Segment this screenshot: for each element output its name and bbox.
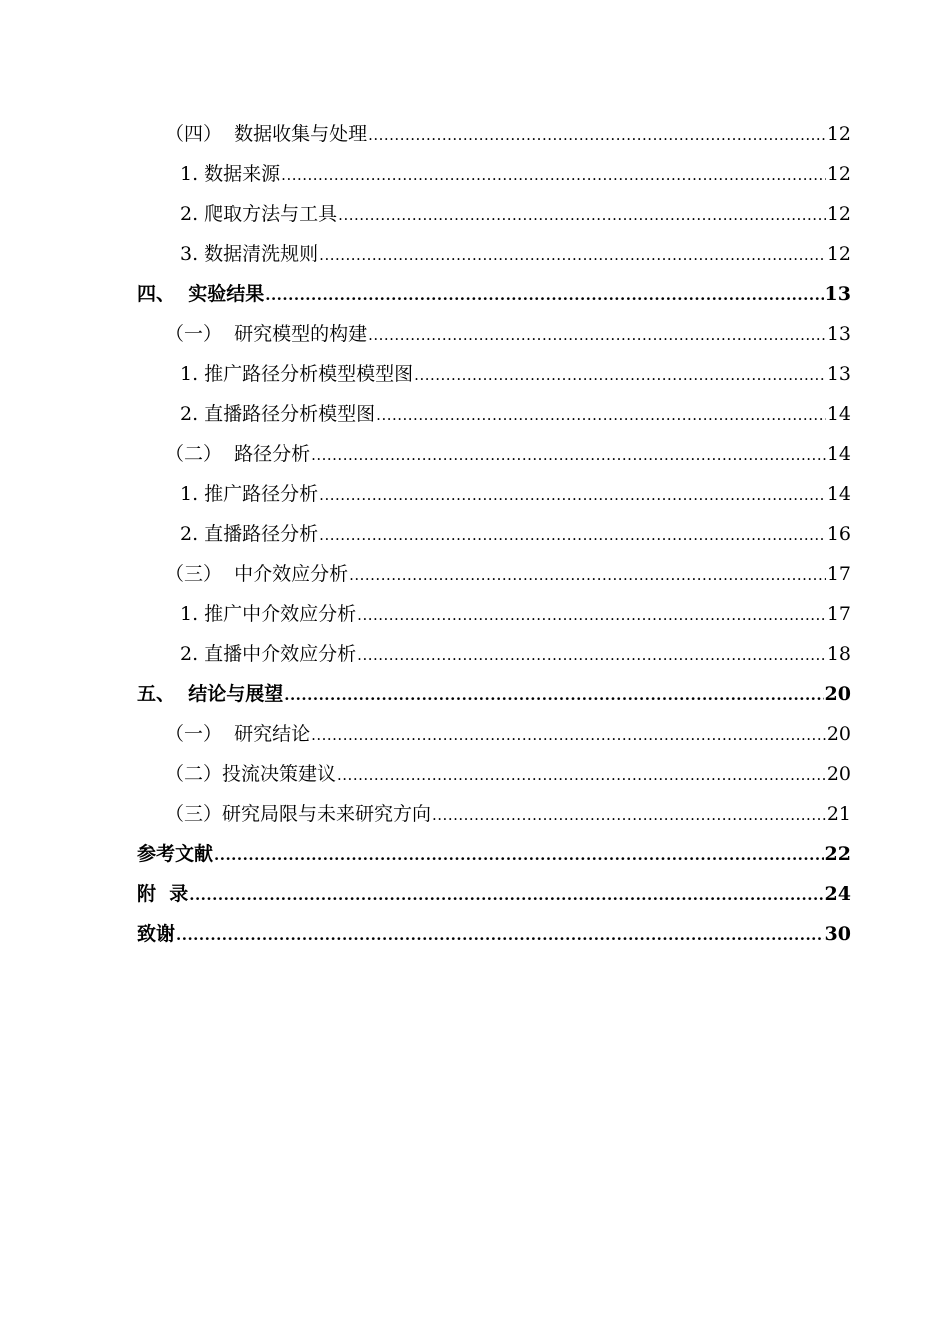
toc-entry-label: 致谢 bbox=[137, 923, 176, 945]
toc-entry[interactable] bbox=[137, 714, 851, 754]
toc-leader-dots bbox=[176, 915, 824, 955]
toc-leader-dots bbox=[357, 595, 826, 635]
toc-entry[interactable] bbox=[137, 434, 851, 474]
toc-leader-dots bbox=[319, 235, 826, 275]
toc-entry-label: （二）投流决策建议 bbox=[165, 763, 337, 785]
toc-leader-dots bbox=[414, 355, 826, 395]
toc-page-number: 14 bbox=[826, 443, 851, 465]
toc-page-number: 14 bbox=[826, 403, 851, 425]
toc-page-number: 21 bbox=[826, 803, 851, 825]
toc-page-number: 12 bbox=[826, 163, 851, 185]
toc-leader-dots bbox=[281, 155, 826, 195]
toc-entry[interactable] bbox=[137, 474, 851, 514]
toc-entry-label: 1. 推广路径分析 bbox=[180, 483, 319, 505]
toc-entry-label: 2. 直播路径分析 bbox=[180, 523, 319, 545]
toc-entry-chapter[interactable] bbox=[137, 874, 851, 914]
toc-page-number: 14 bbox=[826, 483, 851, 505]
toc-leader-dots bbox=[214, 835, 824, 875]
toc-page-number: 16 bbox=[826, 523, 851, 545]
toc-page-number: 12 bbox=[826, 243, 851, 265]
toc-entry-label: （二） 路径分析 bbox=[165, 443, 311, 465]
toc-entry-label: 四、 实验结果 bbox=[137, 283, 265, 305]
toc-leader-dots bbox=[284, 675, 823, 715]
toc-page-number: 20 bbox=[826, 723, 851, 745]
toc-leader-dots bbox=[376, 395, 826, 435]
toc-entry-label: 附 录 bbox=[137, 883, 189, 905]
table-of-contents bbox=[137, 114, 851, 954]
toc-entry-label: 2. 爬取方法与工具 bbox=[180, 203, 338, 225]
toc-entry-label: （一） 研究模型的构建 bbox=[165, 323, 368, 345]
toc-entry-label: 五、 结论与展望 bbox=[137, 683, 284, 705]
toc-page-number: 17 bbox=[826, 563, 851, 585]
toc-leader-dots bbox=[265, 275, 823, 315]
toc-leader-dots bbox=[319, 515, 826, 555]
toc-leader-dots bbox=[338, 195, 826, 235]
toc-leader-dots bbox=[349, 555, 826, 595]
toc-entry[interactable] bbox=[137, 554, 851, 594]
toc-entry[interactable] bbox=[137, 114, 851, 154]
toc-entry-label: 1. 数据来源 bbox=[180, 163, 281, 185]
toc-entry-label: 1. 推广路径分析模型模型图 bbox=[180, 363, 414, 385]
toc-page-number: 30 bbox=[824, 923, 851, 945]
toc-page-number: 17 bbox=[826, 603, 851, 625]
toc-leader-dots bbox=[368, 315, 826, 355]
toc-page-number: 18 bbox=[826, 643, 851, 665]
toc-leader-dots bbox=[189, 875, 823, 915]
toc-page-number: 22 bbox=[824, 843, 851, 865]
toc-entry-label: （一） 研究结论 bbox=[165, 723, 311, 745]
toc-entry[interactable] bbox=[137, 594, 851, 634]
toc-entry[interactable] bbox=[137, 234, 851, 274]
toc-entry[interactable] bbox=[137, 354, 851, 394]
toc-leader-dots bbox=[319, 475, 826, 515]
toc-entry-chapter[interactable] bbox=[137, 834, 851, 874]
toc-entry[interactable] bbox=[137, 794, 851, 834]
toc-entry-label: （四） 数据收集与处理 bbox=[165, 123, 368, 145]
toc-entry[interactable] bbox=[137, 394, 851, 434]
toc-entry[interactable] bbox=[137, 154, 851, 194]
toc-entry[interactable] bbox=[137, 314, 851, 354]
toc-leader-dots bbox=[311, 715, 826, 755]
toc-page-number: 13 bbox=[826, 363, 851, 385]
toc-entry[interactable] bbox=[137, 634, 851, 674]
toc-entry-chapter[interactable] bbox=[137, 674, 851, 714]
toc-entry-chapter[interactable] bbox=[137, 914, 851, 954]
toc-entry-label: （三） 中介效应分析 bbox=[165, 563, 349, 585]
toc-page-number: 20 bbox=[826, 763, 851, 785]
toc-page-number: 12 bbox=[826, 203, 851, 225]
toc-page-number: 12 bbox=[826, 123, 851, 145]
toc-entry-label: 2. 直播中介效应分析 bbox=[180, 643, 357, 665]
toc-page-number: 24 bbox=[824, 883, 851, 905]
toc-entry-label: 2. 直播路径分析模型图 bbox=[180, 403, 376, 425]
toc-entry[interactable] bbox=[137, 194, 851, 234]
toc-page-number: 13 bbox=[824, 283, 851, 305]
toc-entry-label: 3. 数据清洗规则 bbox=[180, 243, 319, 265]
toc-page-number: 13 bbox=[826, 323, 851, 345]
toc-entry-chapter[interactable] bbox=[137, 274, 851, 314]
toc-leader-dots bbox=[311, 435, 826, 475]
toc-entry[interactable] bbox=[137, 514, 851, 554]
toc-page-number: 20 bbox=[824, 683, 851, 705]
toc-entry[interactable] bbox=[137, 754, 851, 794]
toc-leader-dots bbox=[368, 115, 826, 155]
toc-leader-dots bbox=[357, 635, 826, 675]
toc-entry-label: 参考文献 bbox=[137, 843, 214, 865]
toc-entry-label: （三）研究局限与未来研究方向 bbox=[165, 803, 432, 825]
toc-leader-dots bbox=[337, 755, 826, 795]
toc-leader-dots bbox=[432, 795, 826, 835]
toc-entry-label: 1. 推广中介效应分析 bbox=[180, 603, 357, 625]
